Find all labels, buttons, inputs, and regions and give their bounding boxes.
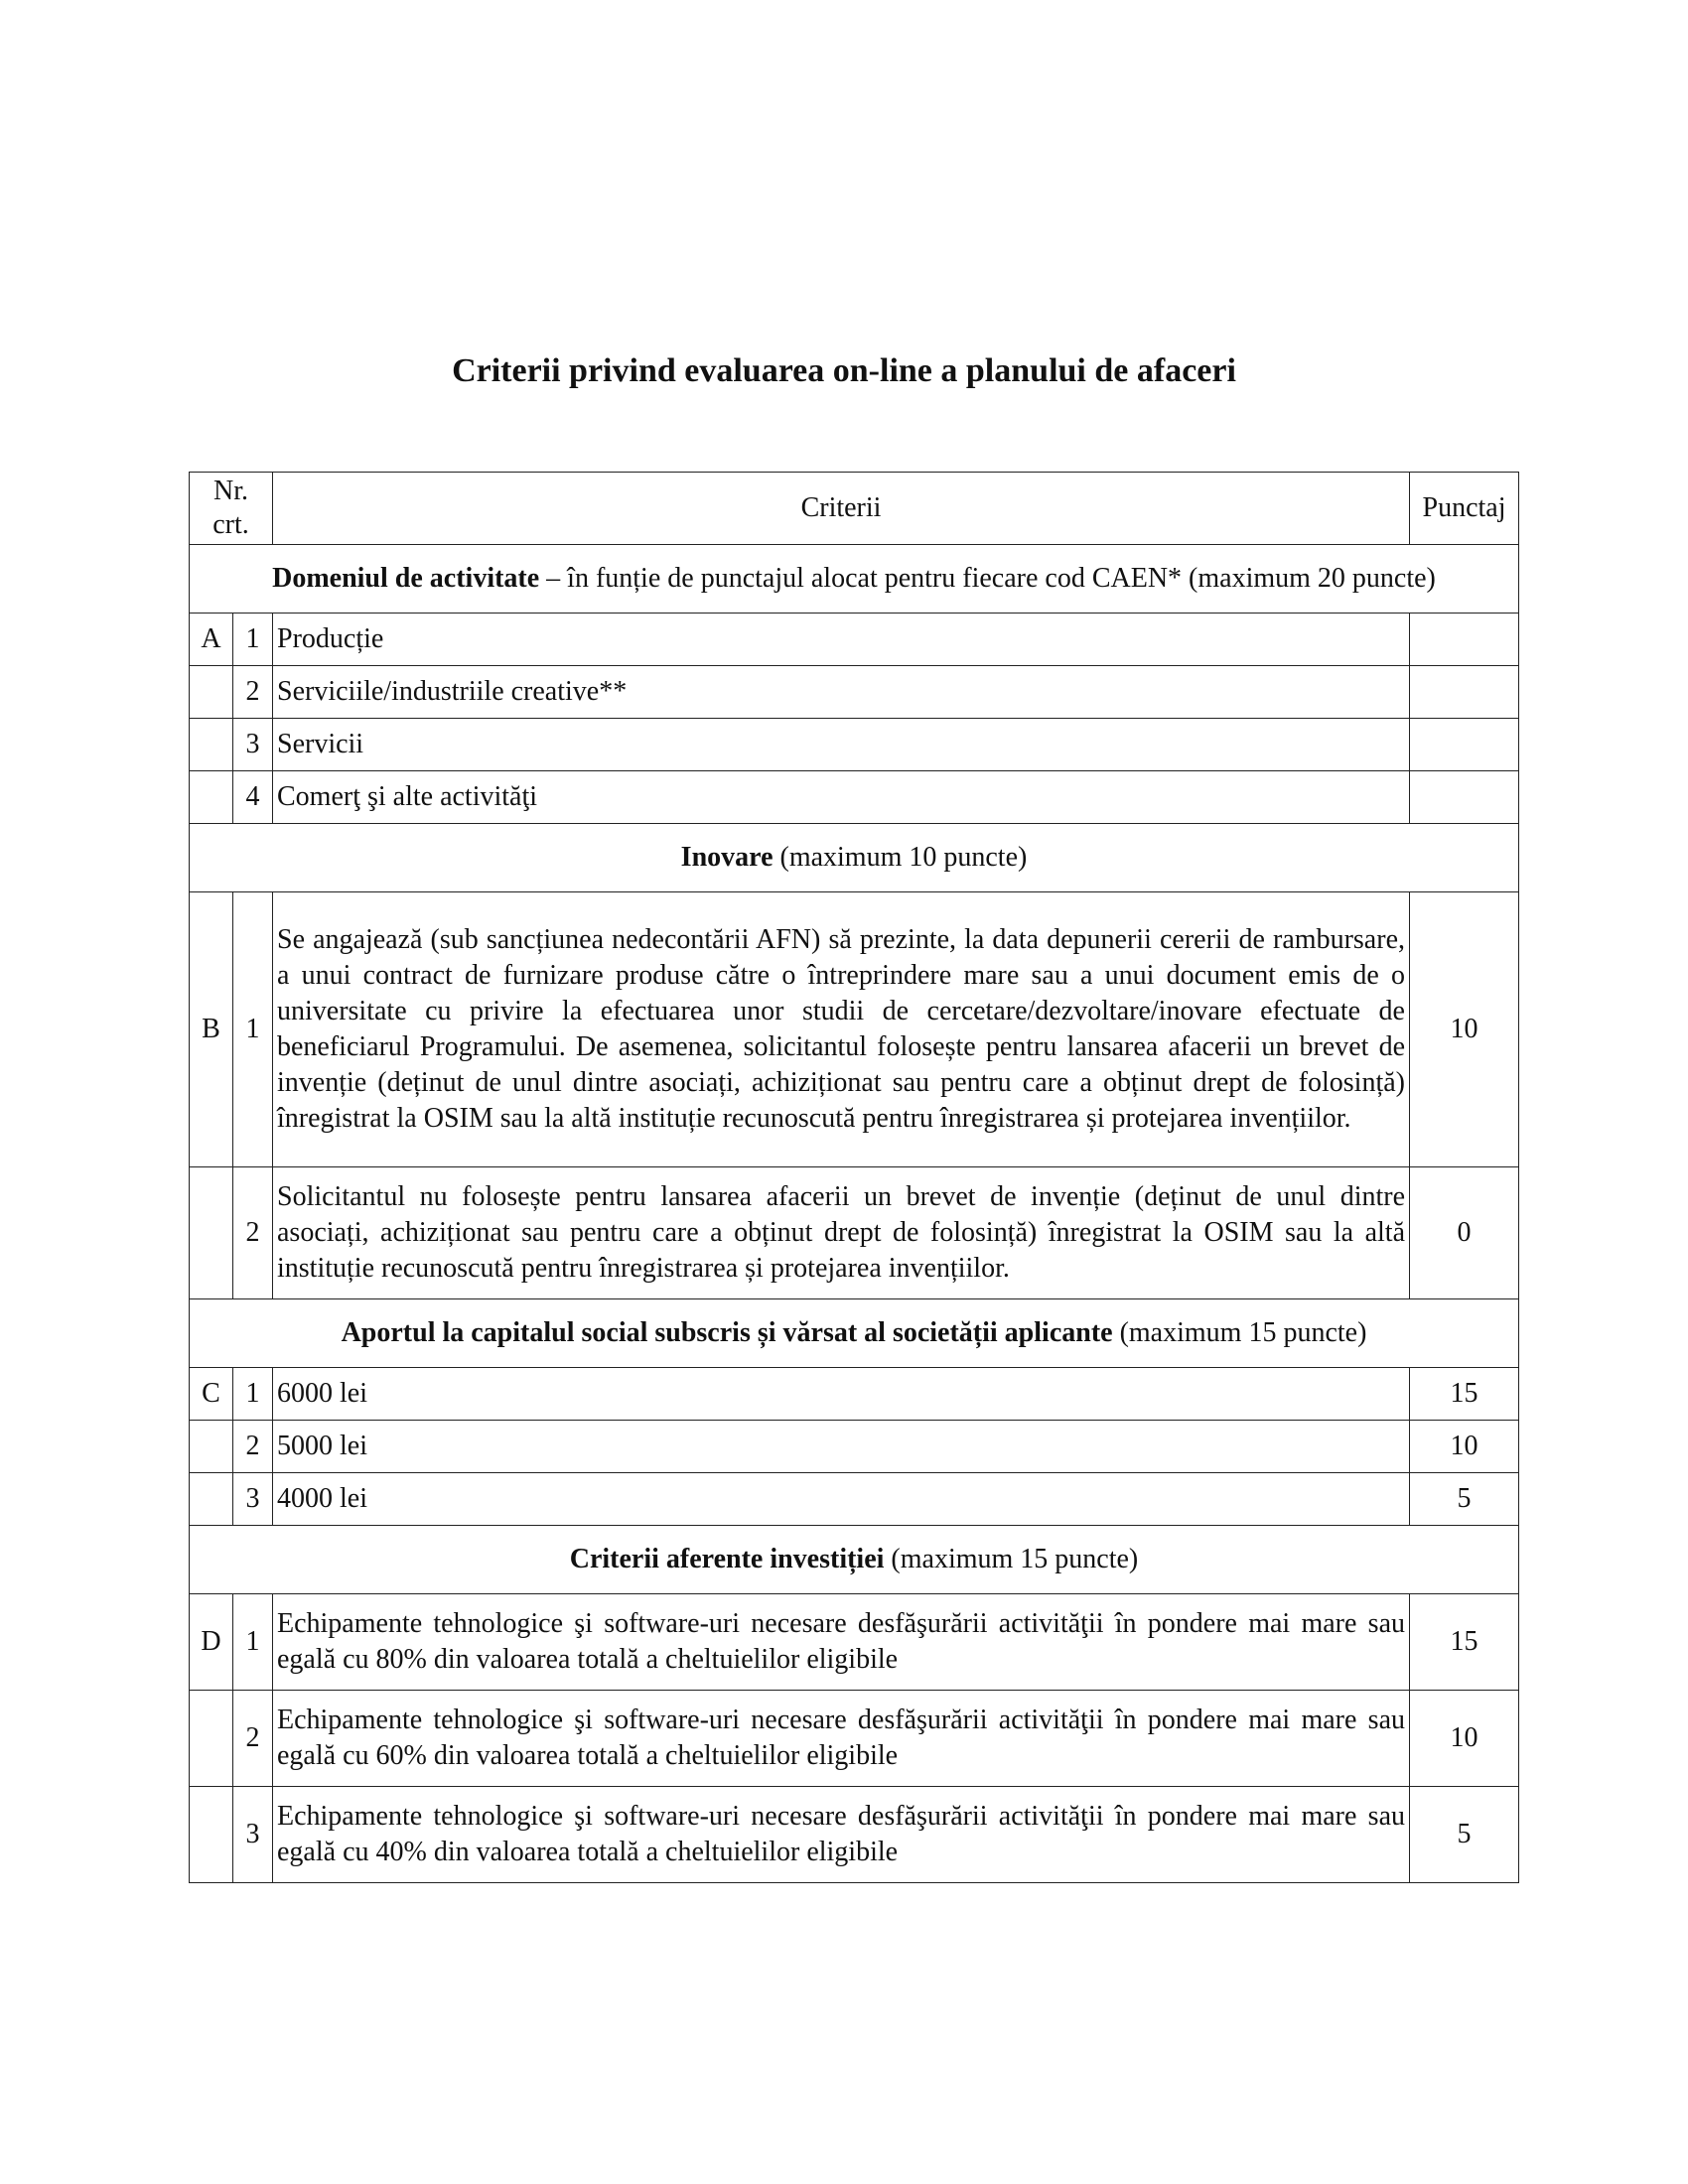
criterion-text: 4000 lei bbox=[273, 1473, 1410, 1526]
table-row bbox=[190, 614, 1519, 666]
section-letter-empty bbox=[190, 719, 233, 771]
header-punctaj: Punctaj bbox=[1410, 473, 1519, 545]
item-number: 1 bbox=[233, 1594, 273, 1691]
section-heading-bold: Aportul la capitalul social subscris și vărsat al societății aplicante bbox=[341, 1317, 1113, 1348]
section-letter-empty bbox=[190, 1421, 233, 1473]
points-cell bbox=[1410, 666, 1519, 719]
table-row bbox=[190, 666, 1519, 719]
criterion-text: Echipamente tehnologice şi software-uri necesare desfăşurării activităţii în pondere mai mare sau egală cu 80% din valoarea totală a cheltuielilor eligibile bbox=[273, 1594, 1410, 1691]
header-criterii: Criterii bbox=[273, 473, 1410, 545]
section-heading bbox=[190, 1299, 1519, 1368]
section-letter-empty bbox=[190, 771, 233, 824]
points-cell: 0 bbox=[1410, 1167, 1519, 1299]
section-letter-empty bbox=[190, 1473, 233, 1526]
criterion-text: 6000 lei bbox=[273, 1368, 1410, 1421]
table-header-row bbox=[190, 473, 1519, 545]
item-number: 1 bbox=[233, 614, 273, 666]
section-heading-rest: – în funție de punctajul alocat pentru fiecare cod CAEN* (maximum 20 puncte) bbox=[539, 563, 1436, 594]
table-row bbox=[190, 1473, 1519, 1526]
points-cell bbox=[1410, 614, 1519, 666]
section-letter-empty bbox=[190, 1691, 233, 1787]
criterion-text: Echipamente tehnologice şi software-uri necesare desfăşurării activităţii în pondere mai mare sau egală cu 60% din valoarea totală a cheltuielilor eligibile bbox=[273, 1691, 1410, 1787]
section-heading-bold: Domeniul de activitate bbox=[272, 563, 540, 594]
section-heading-rest: (maximum 10 puncte) bbox=[773, 842, 1028, 873]
points-cell: 10 bbox=[1410, 1691, 1519, 1787]
points-cell: 10 bbox=[1410, 892, 1519, 1167]
item-number: 4 bbox=[233, 771, 273, 824]
table-row bbox=[190, 1787, 1519, 1883]
table-row bbox=[190, 1167, 1519, 1299]
table-row bbox=[190, 1691, 1519, 1787]
section-heading-row bbox=[190, 1526, 1519, 1594]
table-row bbox=[190, 771, 1519, 824]
item-number: 2 bbox=[233, 666, 273, 719]
section-heading bbox=[190, 824, 1519, 892]
header-nr-crt bbox=[190, 473, 273, 545]
criterion-text: Servicii bbox=[273, 719, 1410, 771]
criterion-text: Se angajează (sub sancțiunea nedecontării AFN) să prezinte, la data depunerii cererii de rambursare, a unui contract de furnizare produse către o întreprindere mare sau a unui document emis de o universitate cu privire la efectuarea unor studii de cercetare/dezvoltare/inovare efectuate de beneficiarul Programului. De asemenea, solicitantul folosește pentru lansarea afacerii un brevet de invenție (deținut de unul dintre asociați, achiziționat sau pentru care a obținut drept de folosință) înregistrat la OSIM sau la altă instituție recunoscută pentru înregistrarea și protejarea invențiilor. bbox=[273, 892, 1410, 1167]
header-crt: crt. bbox=[212, 509, 249, 540]
criteria-table bbox=[189, 472, 1519, 1883]
section-letter-empty bbox=[190, 666, 233, 719]
section-letter: A bbox=[190, 614, 233, 666]
item-number: 3 bbox=[233, 1473, 273, 1526]
points-cell: 10 bbox=[1410, 1421, 1519, 1473]
table-row bbox=[190, 719, 1519, 771]
section-letter: D bbox=[190, 1594, 233, 1691]
points-cell: 15 bbox=[1410, 1368, 1519, 1421]
section-heading-row bbox=[190, 545, 1519, 614]
item-number: 1 bbox=[233, 892, 273, 1167]
criterion-text: 5000 lei bbox=[273, 1421, 1410, 1473]
item-number: 2 bbox=[233, 1691, 273, 1787]
points-cell: 15 bbox=[1410, 1594, 1519, 1691]
criterion-text: Producție bbox=[273, 614, 1410, 666]
section-letter: B bbox=[190, 892, 233, 1167]
section-letter-empty bbox=[190, 1167, 233, 1299]
points-cell: 5 bbox=[1410, 1787, 1519, 1883]
item-number: 2 bbox=[233, 1421, 273, 1473]
section-letter: C bbox=[190, 1368, 233, 1421]
page-title: Criterii privind evaluarea on-line a planului de afaceri bbox=[452, 352, 1236, 389]
points-cell: 5 bbox=[1410, 1473, 1519, 1526]
section-heading-bold: Inovare bbox=[680, 842, 774, 873]
criterion-text: Echipamente tehnologice şi software-uri necesare desfăşurării activităţii în pondere mai mare sau egală cu 40% din valoarea totală a cheltuielilor eligibile bbox=[273, 1787, 1410, 1883]
section-heading-row bbox=[190, 1299, 1519, 1368]
item-number: 3 bbox=[233, 719, 273, 771]
criterion-text: Solicitantul nu folosește pentru lansarea afacerii un brevet de invenție (deținut de unul dintre asociați, achiziționat sau pentru care a obținut drept de folosință) înregistrat la OSIM sau la altă instituție recunoscută pentru înregistrarea și protejarea invențiilor. bbox=[273, 1167, 1410, 1299]
section-heading-rest: (maximum 15 puncte) bbox=[1112, 1317, 1367, 1348]
criterion-text: Serviciile/industriile creative** bbox=[273, 666, 1410, 719]
table-row bbox=[190, 1421, 1519, 1473]
header-nr: Nr. bbox=[213, 476, 248, 506]
section-heading-rest: (maximum 15 puncte) bbox=[884, 1544, 1139, 1574]
item-number: 2 bbox=[233, 1167, 273, 1299]
table-row bbox=[190, 1594, 1519, 1691]
section-heading-bold: Criterii aferente investiției bbox=[569, 1544, 885, 1574]
section-heading-row bbox=[190, 824, 1519, 892]
points-cell bbox=[1410, 771, 1519, 824]
table-row bbox=[190, 1368, 1519, 1421]
section-heading bbox=[190, 1526, 1519, 1594]
table-row bbox=[190, 892, 1519, 1167]
item-number: 3 bbox=[233, 1787, 273, 1883]
section-letter-empty bbox=[190, 1787, 233, 1883]
criterion-text: Comerţ şi alte activităţi bbox=[273, 771, 1410, 824]
item-number: 1 bbox=[233, 1368, 273, 1421]
section-heading bbox=[190, 545, 1519, 614]
points-cell bbox=[1410, 719, 1519, 771]
